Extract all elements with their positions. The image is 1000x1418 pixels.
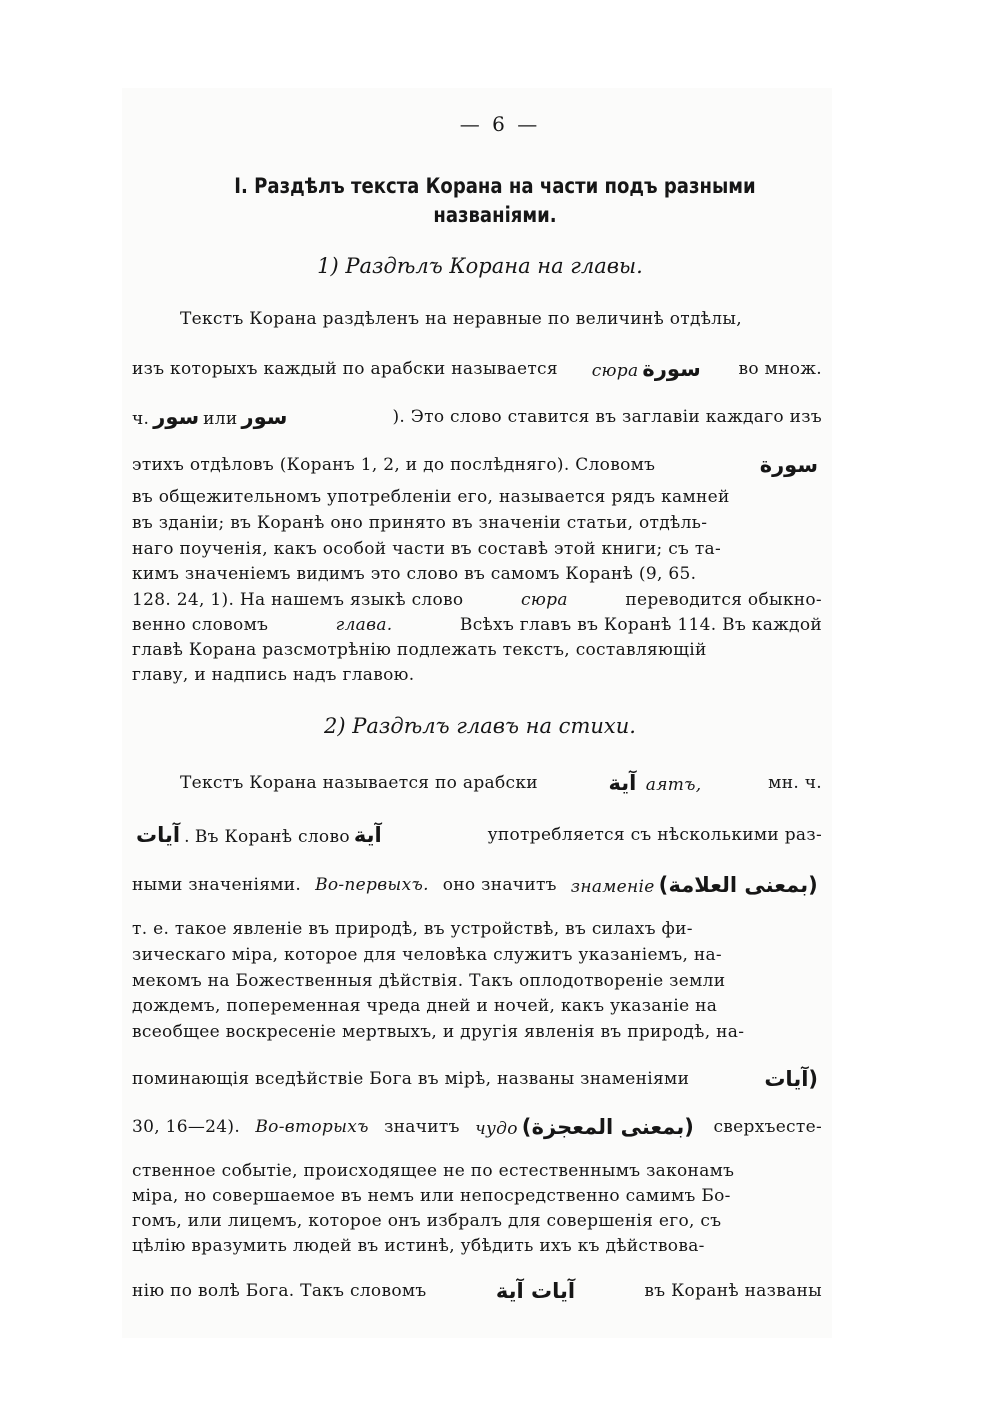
text: венно словомъ — [132, 615, 269, 635]
arabic-word: سور — [241, 405, 288, 429]
text: поминающія вседѣйствіе Бога въ мірѣ, названы знаменіями — [132, 1069, 690, 1089]
page-number: — 6 — — [459, 112, 541, 136]
text: главу, и надпись надъ главою. — [132, 665, 415, 685]
text: изъ которыхъ каждый по арабски называется — [132, 359, 558, 379]
text-line — [132, 637, 822, 663]
emphasis: сюра — [591, 361, 639, 381]
emphasis: сюра — [521, 590, 568, 610]
text-line — [132, 536, 822, 562]
arabic-word: آية — [608, 771, 637, 795]
text-line — [132, 916, 822, 942]
text-line — [132, 662, 822, 688]
section-title-2: 2) Раздѣлъ главъ на стихи. — [324, 714, 636, 738]
text: главѣ Корана разсмотрѣнію подлежать текстъ, составляющій — [132, 640, 707, 660]
text: значитъ — [384, 1117, 460, 1137]
text-line — [132, 587, 822, 613]
arabic-word: آيات آية — [495, 1279, 576, 1303]
text: ). Это слово ставится въ заглавіи каждаго изъ — [392, 407, 822, 427]
text-line — [132, 452, 822, 478]
text-line — [132, 1183, 822, 1209]
text: употребляется съ нѣсколькими раз- — [487, 825, 822, 845]
section-title-1: 1) Раздѣлъ Корана на главы. — [317, 254, 643, 278]
text: т. е. такое явленіе въ природѣ, въ устройствѣ, въ силахъ фи- — [132, 919, 693, 939]
arabic-word: آيات — [136, 823, 181, 847]
text: міра, но совершаемое въ немъ или непосредственно самимъ Бо- — [132, 1186, 731, 1206]
text: 128. 24, 1). На нашемъ языкѣ слово — [132, 590, 464, 610]
text: Всѣхъ главъ въ Коранѣ 114. Въ каждой — [459, 615, 822, 635]
arabic-word: سور — [153, 405, 200, 429]
text: кимъ значеніемъ видимъ это слово въ самомъ Коранѣ (9, 65. — [132, 564, 697, 584]
text-line — [132, 510, 822, 536]
text-line — [132, 993, 822, 1019]
text-line — [132, 484, 822, 510]
text: гомъ, или лицемъ, которое онъ избралъ для совершенія его, съ — [132, 1211, 722, 1231]
text-line — [132, 1208, 822, 1234]
text-line — [132, 612, 822, 638]
emphasis: аятъ, — [645, 775, 702, 795]
emphasis: глава. — [335, 615, 393, 635]
text-line — [132, 968, 822, 994]
text: . Въ Коранѣ слово — [184, 827, 350, 847]
text-line — [180, 306, 822, 332]
text: ч. — [132, 409, 150, 429]
text: цѣлію вразумить людей въ истинѣ, убѣдить ихъ къ дѣйствова- — [132, 1236, 705, 1256]
text: въ общежительномъ употребленіи его, называется рядъ камней — [132, 487, 730, 507]
text-line — [132, 1114, 822, 1140]
text-line — [132, 1233, 822, 1259]
emphasis: чудо — [475, 1119, 518, 1139]
text: мекомъ на Божественныя дѣйствія. Такъ оплодотвореніе земли — [132, 971, 726, 991]
text-line — [180, 770, 822, 796]
text: 30, 16—24). — [132, 1117, 241, 1137]
text: этихъ отдѣловъ (Коранъ 1, 2, и до послѣдняго). Словомъ — [132, 455, 656, 475]
emphasis: Во-первыхъ. — [315, 875, 429, 895]
arabic-word: (آيات — [764, 1067, 818, 1091]
text-line — [132, 404, 822, 430]
emphasis: знаменіе — [570, 877, 655, 897]
text: Текстъ Корана называется по арабски — [180, 773, 538, 793]
text: дождемъ, попеременная чреда дней и ночей, какъ указаніе на — [132, 996, 718, 1016]
text: въ Коранѣ названы — [644, 1281, 822, 1301]
text: въ зданіи; въ Коранѣ оно принято въ значеніи статьи, отдѣль- — [132, 513, 708, 533]
text: нію по волѣ Бога. Такъ словомъ — [132, 1281, 427, 1301]
chapter-title-line-1: I. Раздѣлъ текста Корана на части подъ разными — [234, 174, 756, 198]
text: зическаго міра, которое для человѣка служитъ указаніемъ, на- — [132, 945, 722, 965]
text-line — [132, 822, 822, 848]
text-line — [132, 1278, 822, 1304]
text: сверхъесте- — [713, 1117, 822, 1137]
text-line — [132, 1019, 822, 1045]
chapter-title-line-2: названіями. — [433, 203, 557, 227]
text-line — [132, 942, 822, 968]
text: всеобщее воскресеніе мертвыхъ, и другія явленія въ природѣ, на- — [132, 1022, 745, 1042]
arabic-word: (بمعنى العلامة) — [658, 873, 818, 897]
arabic-word: (بمعنى المعجزة) — [521, 1115, 695, 1139]
text: наго поученія, какъ особой части въ составѣ этой книги; съ та- — [132, 539, 722, 559]
text: Текстъ Корана раздѣленъ на неравные по величинѣ отдѣлы, — [180, 309, 742, 329]
text-line — [132, 561, 822, 587]
text: или — [203, 409, 238, 429]
text-line — [132, 1158, 822, 1184]
text: во множ. — [738, 359, 822, 379]
arabic-word: سورة — [642, 357, 701, 381]
emphasis: Во-вторыхъ — [255, 1117, 369, 1137]
text-line — [132, 1066, 822, 1092]
text: переводится обыкно- — [625, 590, 822, 610]
arabic-word: آية — [353, 823, 382, 847]
text-line — [132, 872, 822, 898]
text: ными значеніями. — [132, 875, 302, 895]
text-line — [132, 356, 822, 382]
text: ственное событіе, происходящее не по естественнымъ законамъ — [132, 1161, 735, 1181]
text: оно значитъ — [442, 875, 557, 895]
arabic-word: سورة — [759, 453, 818, 477]
chapter-title — [198, 172, 791, 230]
text: мн. ч. — [768, 773, 822, 793]
